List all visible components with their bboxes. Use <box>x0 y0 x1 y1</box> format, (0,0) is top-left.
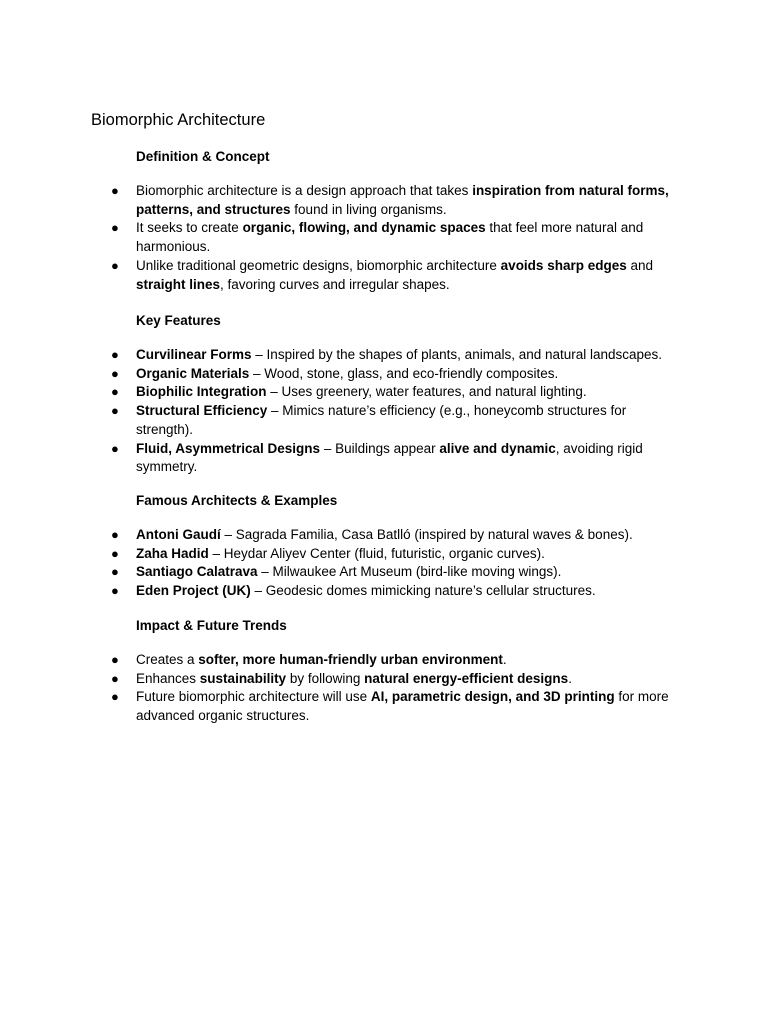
bullet-icon: ● <box>111 670 119 686</box>
bullet-item <box>0 670 676 689</box>
bullet-icon: ● <box>111 564 119 580</box>
text-run: Biomorphic architecture is a design approach that takes <box>136 183 473 198</box>
bold-text-run: Eden Project (UK) <box>136 583 251 599</box>
bullet-icon: ● <box>111 347 119 362</box>
text-run: Future biomorphic architecture will use <box>136 689 371 705</box>
bullet-item <box>0 688 676 725</box>
bold-text-run: organic, flowing, and dynamic spaces <box>242 220 486 236</box>
bullet-icon: ● <box>111 527 119 542</box>
section-heading: Famous Architects & Examples <box>136 493 338 508</box>
text-run: , avoiding rigid symmetry. <box>136 440 643 475</box>
bold-text-run: AI, parametric design, and 3D printing <box>370 689 615 705</box>
bullet-icon: ● <box>111 183 119 198</box>
bold-text-run: alive and dynamic <box>439 440 556 456</box>
bold-text-run: Fluid, Asymmetrical Designs <box>136 440 321 456</box>
text-run: – Uses greenery, water features, and natural lighting. <box>266 384 587 400</box>
bold-text-run: straight lines <box>136 276 221 292</box>
bullet-icon: ● <box>111 220 119 236</box>
bullet-icon: ● <box>111 440 119 456</box>
bullet-item <box>0 563 676 582</box>
bullet-item <box>0 383 676 402</box>
bullet-icon: ● <box>111 257 119 273</box>
text-run: – Wood, stone, glass, and eco-friendly composites. <box>249 365 559 381</box>
bullet-icon: ● <box>111 652 119 667</box>
bold-text-run: natural energy-efficient designs <box>364 670 569 686</box>
bold-text-run: Zaha Hadid <box>136 545 209 561</box>
text-run: that feel more natural and harmonious. <box>136 220 644 255</box>
bold-text-run: softer, more human-friendly urban environment <box>198 652 503 667</box>
bold-text-run: avoids sharp edges <box>500 257 627 273</box>
bullet-item <box>0 582 676 601</box>
bullet-item <box>0 651 676 670</box>
bullet-list <box>0 526 768 601</box>
bullet-icon: ● <box>111 689 119 705</box>
bullet-list <box>0 651 768 726</box>
bullet-list <box>0 182 768 294</box>
text-run: – Buildings appear <box>320 440 440 456</box>
bold-text-run: Biophilic Integration <box>136 384 267 400</box>
bold-text-run: Santiago Calatrava <box>136 564 258 580</box>
bullet-item <box>0 346 676 365</box>
bold-text-run: Curvilinear Forms <box>136 347 252 362</box>
bold-text-run: inspiration from natural forms, patterns, and structures <box>136 183 669 217</box>
bullet-item <box>0 257 676 294</box>
text-run: found in living organisms. <box>290 201 447 217</box>
text-run: Creates a <box>136 652 199 667</box>
text-run: It seeks to create <box>136 220 243 236</box>
section-heading: Impact & Future Trends <box>136 618 287 633</box>
text-run: . <box>502 652 507 667</box>
bullet-icon: ● <box>111 384 119 400</box>
text-run: – Milwaukee Art Museum (bird-like moving wings). <box>257 564 562 580</box>
text-run: Enhances <box>136 670 200 686</box>
bold-text-run: Structural Efficiency <box>136 403 268 419</box>
bullet-item <box>0 526 676 545</box>
bullet-icon: ● <box>111 403 119 419</box>
bullet-item <box>0 182 676 219</box>
text-run: by following <box>286 670 365 686</box>
text-run: for more advanced organic structures. <box>136 689 669 724</box>
bullet-item <box>0 219 676 256</box>
bullet-item <box>0 545 676 564</box>
document-title: Biomorphic Architecture <box>91 111 266 129</box>
text-run: – Heydar Aliyev Center (fluid, futuristic, organic curves). <box>208 545 545 561</box>
bold-text-run: Organic Materials <box>136 365 250 381</box>
bullet-item <box>0 365 676 384</box>
bullet-list <box>0 346 768 477</box>
bullet-icon: ● <box>111 365 119 381</box>
bullet-item <box>0 440 676 477</box>
text-run: Unlike traditional geometric designs, biomorphic architecture <box>136 257 501 273</box>
section-heading: Key Features <box>136 313 221 328</box>
text-run: , favoring curves and irregular shapes. <box>220 276 450 292</box>
bullet-item <box>0 402 676 439</box>
bullet-icon: ● <box>111 583 119 599</box>
text-run: . <box>568 670 572 686</box>
bullet-icon: ● <box>111 545 119 561</box>
text-run: and <box>626 257 654 273</box>
bold-text-run: Antoni Gaudí <box>136 527 221 542</box>
text-run: – Geodesic domes mimicking nature’s cellular structures. <box>250 583 596 599</box>
text-run: – Sagrada Familia, Casa Batlló (inspired by natural waves & bones). <box>220 527 633 542</box>
text-run: – Mimics nature’s efficiency (e.g., honeycomb structures for strength). <box>136 403 627 437</box>
bold-text-run: sustainability <box>199 670 287 686</box>
section-heading: Definition & Concept <box>136 149 270 164</box>
text-run: – Inspired by the shapes of plants, animals, and natural landscapes. <box>251 347 663 362</box>
